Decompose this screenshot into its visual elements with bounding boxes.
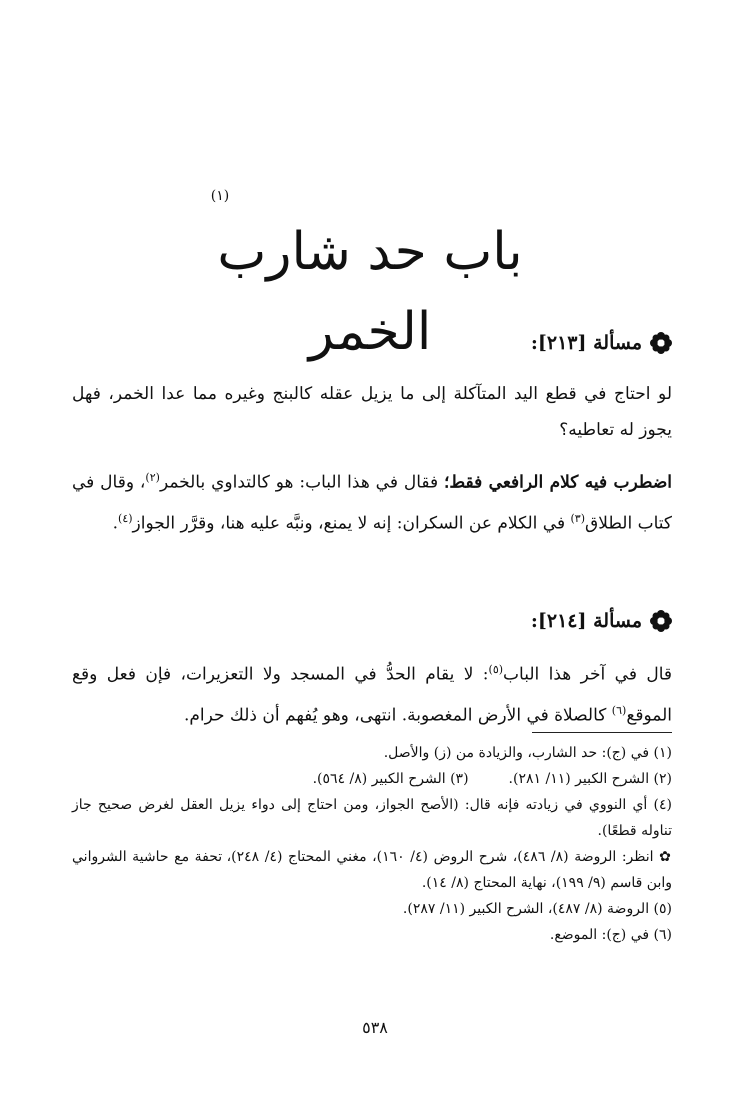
issue-213-question: لو احتاج في قطع اليد المتآكلة إلى ما يزيل عقله كالبنج وغيره مما عدا الخمر، فهل يجوز له تعاطيه؟ [72,384,672,440]
footnote-star: ✿ انظر: الروضة (٨/ ٤٨٦)، شرح الروض (٤/ ١٦٠)، مغني المحتاج (٤/ ٢٤٨)، تحفة مع حاشية الشرواني وابن قاسم (٩/ ١٩٩)، نهاية المحتاج (٨/ ١٤). [72,849,672,891]
title-footnote-marker: (١) [210,188,230,204]
footnote-5: (٥) الروضة (٨/ ٤٨٧)، الشرح الكبير (١١/ ٢٨٧). [402,901,672,917]
flower-ornament-icon [650,332,672,354]
footnote-1: (١) في (ج): حد الشارب، والزيادة من (ز) والأصل. [383,745,672,761]
issue-214-heading [72,610,672,632]
footnote-6: (٦) في (ج): الموضع. [549,927,672,943]
answer-bold-text: اضطرب فيه كلام الرافعي فقط؛ [444,472,672,493]
footnote-ref-3: (٣) [570,511,585,525]
footnote-ref-2: (٢) [145,471,160,484]
footnote-4: (٤) أي النووي في زيادته فإنه قال: (الأصح الجواز، ومن احتاج إلى دواء يزيل العقل لغرض صحيح جاز تناوله قطعًا). [72,797,672,839]
flower-ornament-icon [650,610,672,632]
footnotes [72,740,672,948]
answer-text-2: ، وقال في كتاب الطلاق [72,472,672,534]
issue-214-text [72,652,672,733]
footnote-ref-5: (٥) [488,663,504,676]
issue-213-answer [72,460,672,541]
answer-text-1: فقال في هذا الباب: هو كالتداوي بالخمر [159,472,444,493]
footnote-separator [532,732,672,733]
footnote-ref-4: (٤) [118,511,133,525]
answer-end: . [112,513,119,534]
issue-213-label: مسألة [٢١٣]: [530,332,642,354]
page-number: ٥٣٨ [362,1018,388,1037]
issue-214-label: مسألة [٢١٤]: [530,610,642,632]
footnote-3: (٣) الشرح الكبير (٨/ ٥٦٤). [312,771,469,787]
issue-213-heading [72,332,672,354]
footnote-pair-2-3 [72,766,672,792]
issue-214-text-1: قال في آخر هذا الباب [503,664,672,685]
issue-214-text-3: كالصلاة في الأرض المغصوبة. انتهى، وهو يُفهم أن ذلك حرام. [183,705,612,726]
issue-214-text-2: : لا يقام الحدُّ في المسجد ولا التعزيرات، فإن فعل وقع الموقع [72,664,672,726]
answer-text-3: في الكلام عن السكران: إنه لا يمنع، ونبَّه عليه هنا، وقرَّر الجواز [132,513,571,534]
footnote-2: (٢) الشرح الكبير (١١/ ٢٨١). [508,771,672,787]
chapter-title: باب حد شارب الخمر [217,222,523,362]
footnote-ref-6: (٦) [611,703,627,717]
